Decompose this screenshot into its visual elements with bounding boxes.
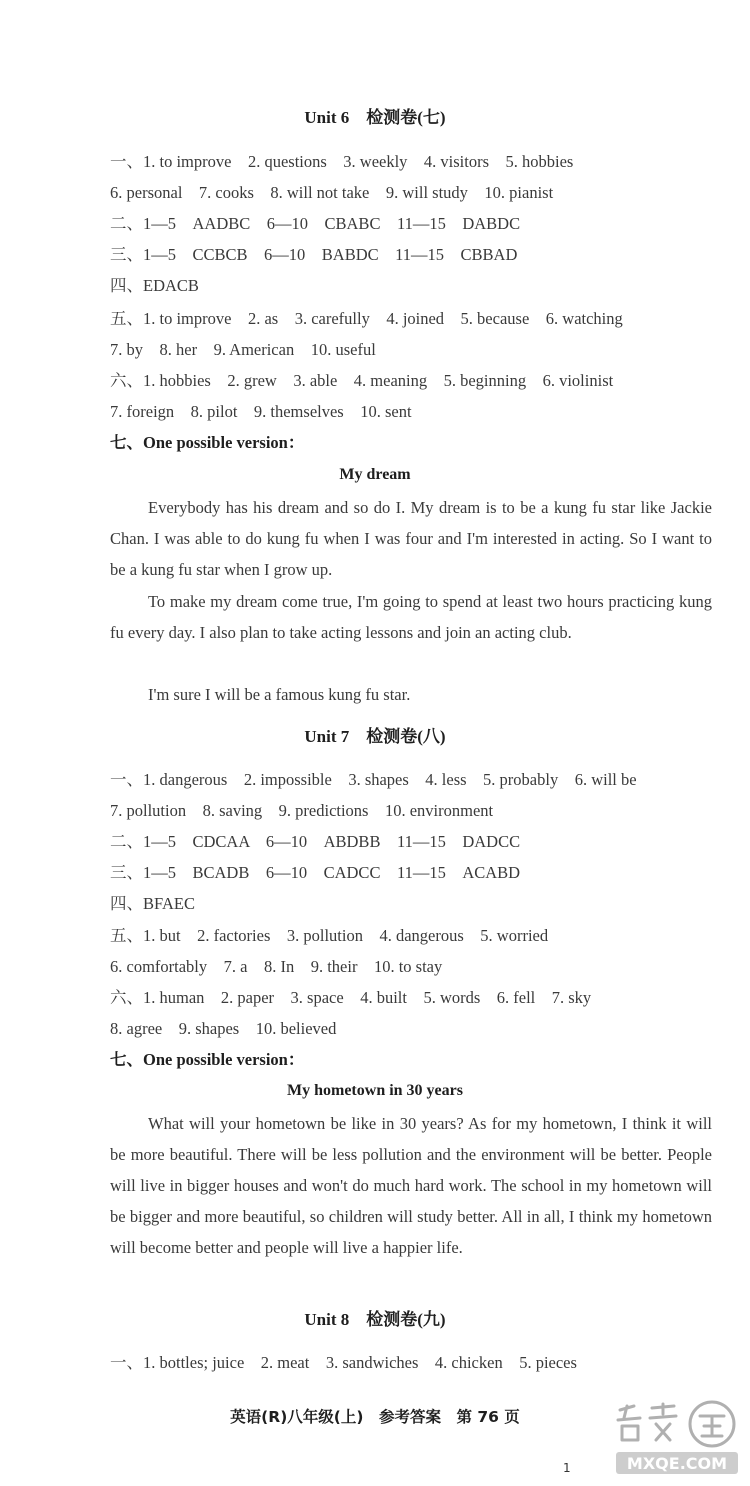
unit6-line-4: 三、1—5 CCBCB 6—10 BABDC 11—15 CBBAD (110, 245, 518, 264)
unit6-line-3: 二、1—5 AADBC 6—10 CBABC 11—15 DABDC (110, 214, 521, 233)
unit7-essay-paragraph-1: What will your hometown be like in 30 years? As for my hometown, I think it will be more beautiful. There will be less pollution and the environment will be better. People will live in bigger houses and won't do much hard work. The school in my hometown will be bigger and more beautiful, so children will study better. All in all, I think my hometown will become better and people will live a happier life. (110, 1114, 712, 1257)
unit6-heading: Unit 6 检测卷(七) (304, 108, 446, 127)
unit8-heading: Unit 8 检测卷(九) (304, 1310, 446, 1329)
unit6-line-9: 7. foreign 8. pilot 9. themselves 10. sent (110, 402, 412, 421)
unit6-line-8: 六、1. hobbies 2. grew 3. able 4. meaning 5. beginning 6. violinist (110, 371, 614, 390)
unit7-line-9: 8. agree 9. shapes 10. believed (110, 1019, 337, 1038)
unit6-line-7: 7. by 8. her 9. American 10. useful (110, 340, 376, 359)
unit6-line-5: 四、EDACB (110, 276, 199, 295)
watermark-url-text: MXQE.COM (626, 1454, 728, 1473)
unit7-line-6: 五、1. but 2. factories 3. pollution 4. dangerous 5. worried (110, 926, 549, 945)
unit7-line-1: 一、1. dangerous 2. impossible 3. shapes 4. less 5. probably 6. will be (110, 770, 637, 789)
unit6-essay-title: My dream (339, 466, 411, 483)
unit7-section7-label: 七、One possible version： (110, 1050, 305, 1069)
unit7-line-2: 7. pollution 8. saving 9. predictions 10. environment (110, 801, 494, 820)
watermark-logo (612, 1396, 742, 1478)
unit7-line-7: 6. comfortably 7. a 8. In 9. their 10. to stay (110, 957, 443, 976)
unit6-essay-paragraph-3: I'm sure I will be a famous kung fu star. (148, 685, 411, 704)
unit7-line-5: 四、BFAEC (110, 894, 195, 913)
unit6-essay-paragraph-1: Everybody has his dream and so do I. My dream is to be a kung fu star like Jackie Chan. I was able to do kung fu when I was four and I'm interested in acting. So I want to be a kung fu star when I grow up. (110, 498, 712, 579)
unit6-line-6: 五、1. to improve 2. as 3. carefully 4. joined 5. because 6. watching (110, 309, 623, 328)
page-mark: 1 (563, 1461, 571, 1475)
unit6-line-2: 6. personal 7. cooks 8. will not take 9. will study 10. pianist (110, 183, 554, 202)
unit6-line-1: 一、1. to improve 2. questions 3. weekly 4. visitors 5. hobbies (110, 152, 574, 171)
unit6-essay-paragraph-2: To make my dream come true, I'm going to spend at least two hours practicing kung fu every day. I also plan to take acting lessons and join an acting club. (110, 592, 712, 642)
unit6-section7-label: 七、One possible version： (110, 433, 305, 452)
unit8-line-1: 一、1. bottles; juice 2. meat 3. sandwiches 4. chicken 5. pieces (110, 1353, 577, 1372)
page-footer: 英语(R)八年级(上) 参考答案 第 76 页 (230, 1408, 520, 1426)
unit7-line-8: 六、1. human 2. paper 3. space 4. built 5. words 6. fell 7. sky (110, 988, 592, 1007)
unit7-line-4: 三、1—5 BCADB 6—10 CADCC 11—15 ACABD (110, 863, 521, 882)
unit7-essay-title: My hometown in 30 years (287, 1082, 463, 1099)
unit7-heading: Unit 7 检测卷(八) (304, 727, 446, 746)
unit7-line-3: 二、1—5 CDCAA 6—10 ABDBB 11—15 DADCC (110, 832, 521, 851)
